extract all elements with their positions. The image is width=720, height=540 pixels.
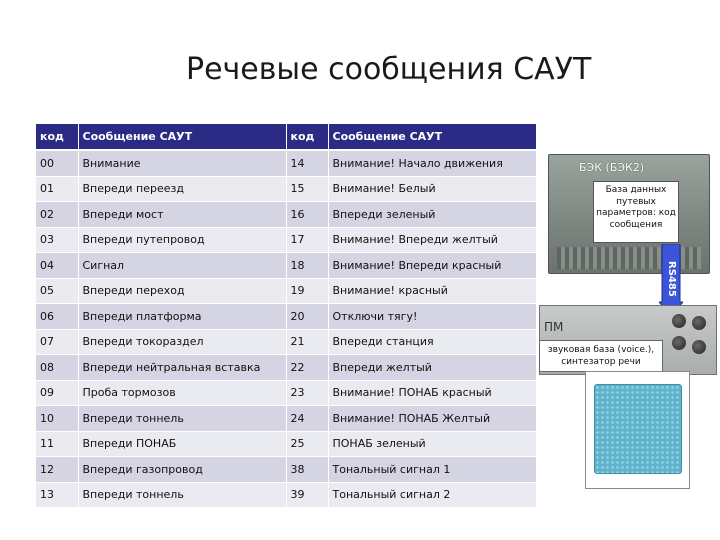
cell-message-2: Внимание! ПОНАБ Желтый bbox=[328, 406, 536, 432]
table-row bbox=[36, 457, 536, 483]
knob-icon bbox=[672, 336, 686, 350]
cell-message-2: Внимание! Впереди красный bbox=[328, 253, 536, 279]
cell-message-1: Впереди переход bbox=[78, 278, 286, 304]
cell-code-1: 03 bbox=[36, 227, 78, 253]
pm-label: ПМ bbox=[544, 320, 564, 334]
cell-code-2: 24 bbox=[286, 406, 328, 432]
cell-code-1: 02 bbox=[36, 202, 78, 228]
cell-code-2: 39 bbox=[286, 482, 328, 508]
cell-code-1: 01 bbox=[36, 176, 78, 202]
cell-code-2: 23 bbox=[286, 380, 328, 406]
pm-caption-box: звуковая база (voice.), синтезатор речи bbox=[539, 340, 663, 372]
knob-icon bbox=[692, 340, 706, 354]
table-row bbox=[36, 150, 536, 176]
cell-code-1: 08 bbox=[36, 355, 78, 381]
cell-message-1: Впереди платформа bbox=[78, 304, 286, 330]
cell-code-2: 25 bbox=[286, 431, 328, 457]
cell-code-1: 07 bbox=[36, 329, 78, 355]
voice-module-image bbox=[585, 371, 690, 489]
knob-icon bbox=[672, 314, 686, 328]
cell-message-2: Впереди желтый bbox=[328, 355, 536, 381]
cell-message-2: Внимание! ПОНАБ красный bbox=[328, 380, 536, 406]
header-code-2: код bbox=[286, 124, 328, 150]
cell-message-2: Впереди зеленый bbox=[328, 202, 536, 228]
cell-message-1: Сигнал bbox=[78, 253, 286, 279]
page-title: Речевые сообщения САУТ bbox=[186, 52, 592, 87]
cell-code-1: 12 bbox=[36, 457, 78, 483]
cell-message-1: Внимание bbox=[78, 150, 286, 176]
cell-message-1: Впереди ПОНАБ bbox=[78, 431, 286, 457]
cell-message-1: Впереди нейтральная вставка bbox=[78, 355, 286, 381]
cell-message-2: Тональный сигнал 2 bbox=[328, 482, 536, 508]
cell-code-1: 04 bbox=[36, 253, 78, 279]
cell-code-2: 14 bbox=[286, 150, 328, 176]
table-row bbox=[36, 253, 536, 279]
cell-code-2: 16 bbox=[286, 202, 328, 228]
table-row bbox=[36, 176, 536, 202]
cell-code-2: 21 bbox=[286, 329, 328, 355]
cell-code-1: 09 bbox=[36, 380, 78, 406]
voice-module-panel bbox=[594, 384, 682, 474]
table-row bbox=[36, 304, 536, 330]
cell-code-1: 05 bbox=[36, 278, 78, 304]
table-row bbox=[36, 227, 536, 253]
cell-message-2: Отключи тягу! bbox=[328, 304, 536, 330]
cell-code-2: 19 bbox=[286, 278, 328, 304]
saut-messages-table bbox=[36, 124, 537, 508]
cell-message-1: Впереди путепровод bbox=[78, 227, 286, 253]
cell-code-2: 15 bbox=[286, 176, 328, 202]
cell-message-1: Впереди токораздел bbox=[78, 329, 286, 355]
header-message-2: Сообщение САУТ bbox=[328, 124, 536, 150]
table-row bbox=[36, 329, 536, 355]
cell-message-2: Впереди станция bbox=[328, 329, 536, 355]
cell-code-1: 06 bbox=[36, 304, 78, 330]
cell-message-2: ПОНАБ зеленый bbox=[328, 431, 536, 457]
cell-code-2: 20 bbox=[286, 304, 328, 330]
cell-message-2: Тональный сигнал 1 bbox=[328, 457, 536, 483]
cell-code-1: 11 bbox=[36, 431, 78, 457]
cell-code-1: 13 bbox=[36, 482, 78, 508]
table-row bbox=[36, 355, 536, 381]
table-row bbox=[36, 202, 536, 228]
cell-message-1: Впереди тоннель bbox=[78, 482, 286, 508]
cell-code-2: 17 bbox=[286, 227, 328, 253]
table-body bbox=[36, 150, 536, 508]
cell-code-2: 18 bbox=[286, 253, 328, 279]
rs485-label: RS485 bbox=[666, 261, 677, 297]
cell-message-2: Внимание! красный bbox=[328, 278, 536, 304]
cell-message-1: Впереди тоннель bbox=[78, 406, 286, 432]
cell-code-1: 00 bbox=[36, 150, 78, 176]
cell-code-2: 38 bbox=[286, 457, 328, 483]
table-row bbox=[36, 278, 536, 304]
table-row bbox=[36, 482, 536, 508]
header-code-1: код bbox=[36, 124, 78, 150]
cell-code-2: 22 bbox=[286, 355, 328, 381]
cell-message-2: Внимание! Впереди желтый bbox=[328, 227, 536, 253]
cell-message-2: Внимание! Начало движения bbox=[328, 150, 536, 176]
cell-message-1: Впереди газопровод bbox=[78, 457, 286, 483]
knob-icon bbox=[692, 316, 706, 330]
cell-message-1: Впереди переезд bbox=[78, 176, 286, 202]
cell-message-1: Впереди мост bbox=[78, 202, 286, 228]
cell-message-2: Внимание! Белый bbox=[328, 176, 536, 202]
table-row bbox=[36, 406, 536, 432]
table-row bbox=[36, 431, 536, 457]
table-row bbox=[36, 380, 536, 406]
cell-code-1: 10 bbox=[36, 406, 78, 432]
cell-message-1: Проба тормозов bbox=[78, 380, 286, 406]
bek-label: БЭК (БЭК2) bbox=[579, 161, 645, 174]
bek-database-box: База данных путевых параметров: код сообщения bbox=[593, 181, 679, 243]
table-header-row bbox=[36, 124, 536, 150]
header-message-1: Сообщение САУТ bbox=[78, 124, 286, 150]
